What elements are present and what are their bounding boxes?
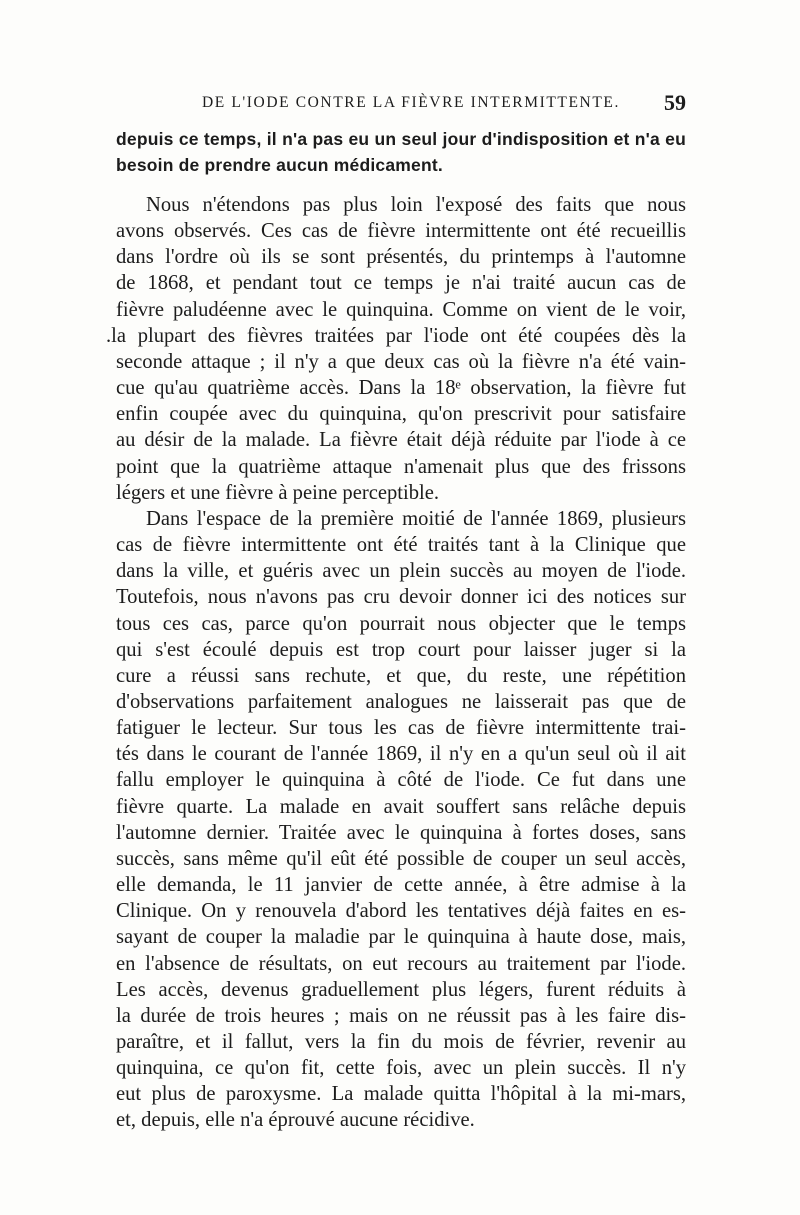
text-line: Nous n'étendons pas plus loin l'exposé des faits que nous bbox=[146, 194, 686, 216]
body-text bbox=[106, 192, 686, 1134]
text-line: tous ces cas, parce qu'on pourrait nous objecter que le temps bbox=[116, 612, 686, 635]
text-line: et, depuis, elle n'a éprouvé aucune récidive. bbox=[116, 1109, 475, 1132]
text-line: Clinique. On y renouvela d'abord les tentatives déjà faites en es- bbox=[116, 900, 686, 923]
text-line: Les accès, devenus graduellement plus légers, furent réduits à bbox=[116, 978, 686, 1001]
text-line: la durée de trois heures ; mais on ne réussit pas à les faire dis- bbox=[116, 1004, 686, 1027]
text-line: fallu employer le quinquina à côté de l'iode. Ce fut dans une bbox=[116, 769, 686, 792]
text-line: tés dans le courant de l'année 1869, il n'y en a qu'un seul où il ait bbox=[116, 743, 686, 766]
text-line: fièvre paludéenne avec le quinquina. Comme on vient de le voir, bbox=[116, 298, 686, 321]
text-line: d'observations parfaitement analogues ne laisserait pas que de bbox=[116, 690, 686, 713]
text-line: de 1868, et pendant tout ce temps je n'ai traité aucun cas de bbox=[116, 272, 686, 295]
text-line: dans l'ordre où ils se sont présentés, du printemps à l'automne bbox=[116, 246, 686, 269]
paragraph-2 bbox=[116, 506, 686, 1134]
intro-line: depuis ce temps, il n'a pas eu un seul jour d'indisposition et n'a eu bbox=[116, 129, 686, 149]
text-line: Toutefois, nous n'avons pas cru devoir donner ici des notices sur bbox=[116, 586, 686, 609]
text-line: cas de fièvre intermittente ont été traités tant à la Clinique que bbox=[116, 534, 686, 557]
running-title: DE L'IODE CONTRE LA FIÈVRE INTERMITTENTE. bbox=[202, 94, 620, 111]
text-line: dans la ville, et guéris avec un plein succès au moyen de l'iode. bbox=[116, 560, 686, 583]
text-line: .la plupart des fièvres traitées par l'iode ont été coupées dès la bbox=[106, 324, 686, 347]
text-line: fatiguer le lecteur. Sur tous les cas de fièvre intermittente trai- bbox=[116, 717, 686, 740]
running-head bbox=[116, 90, 686, 116]
text-line: avons observés. Ces cas de fièvre intermittente ont été recueillis bbox=[116, 220, 686, 243]
text-line: en l'absence de résultats, on eut recours au traitement par l'iode. bbox=[116, 952, 686, 975]
text-line: cue qu'au quatrième accès. Dans la 18ᵉ observation, la fièvre fut bbox=[116, 377, 686, 400]
text-line: elle demanda, le 11 janvier de cette année, à être admise à la bbox=[116, 874, 686, 897]
paragraph-1 bbox=[106, 192, 686, 506]
intro-text bbox=[116, 126, 686, 178]
text-line: légers et une fièvre à peine perceptible. bbox=[116, 481, 440, 504]
text-line: paraître, et il fallut, vers la fin du mois de février, revenir au bbox=[116, 1031, 686, 1053]
text-line: Dans l'espace de la première moitié de l'année 1869, plusieurs bbox=[146, 507, 686, 530]
text-line: succès, sans même qu'il eût été possible de couper un seul accès, bbox=[116, 847, 686, 870]
text-line: enfin coupée avec du quinquina, qu'on prescrivit pour satisfaire bbox=[116, 403, 686, 426]
text-line: cure a réussi sans rechute, et que, du reste, une répétition bbox=[116, 664, 686, 687]
text-line: qui s'est écoulé depuis est trop court pour laisser juger si la bbox=[116, 638, 686, 661]
text-line: au désir de la malade. La fièvre était déjà réduite par l'iode à ce bbox=[116, 429, 686, 452]
text-line: l'automne dernier. Traitée avec le quinquina à fortes doses, sans bbox=[116, 821, 686, 844]
text-line: sayant de couper la maladie par le quinquina à haute dose, mais, bbox=[116, 926, 686, 949]
intro-line: besoin de prendre aucun médicament. bbox=[116, 155, 443, 175]
text-line: point que la quatrième attaque n'amenait plus que des frissons bbox=[116, 455, 686, 478]
text-line: seconde attaque ; il n'y a que deux cas où la fièvre n'a été vain- bbox=[116, 350, 686, 373]
page-number: 59 bbox=[664, 90, 686, 115]
text-line: eut plus de paroxysme. La malade quitta l'hôpital à la mi-mars, bbox=[116, 1083, 686, 1106]
text-line: quinquina, ce qu'on fit, cette fois, avec un plein succès. Il n'y bbox=[116, 1057, 686, 1080]
text-line: fièvre quarte. La malade en avait souffert sans relâche depuis bbox=[116, 795, 686, 818]
